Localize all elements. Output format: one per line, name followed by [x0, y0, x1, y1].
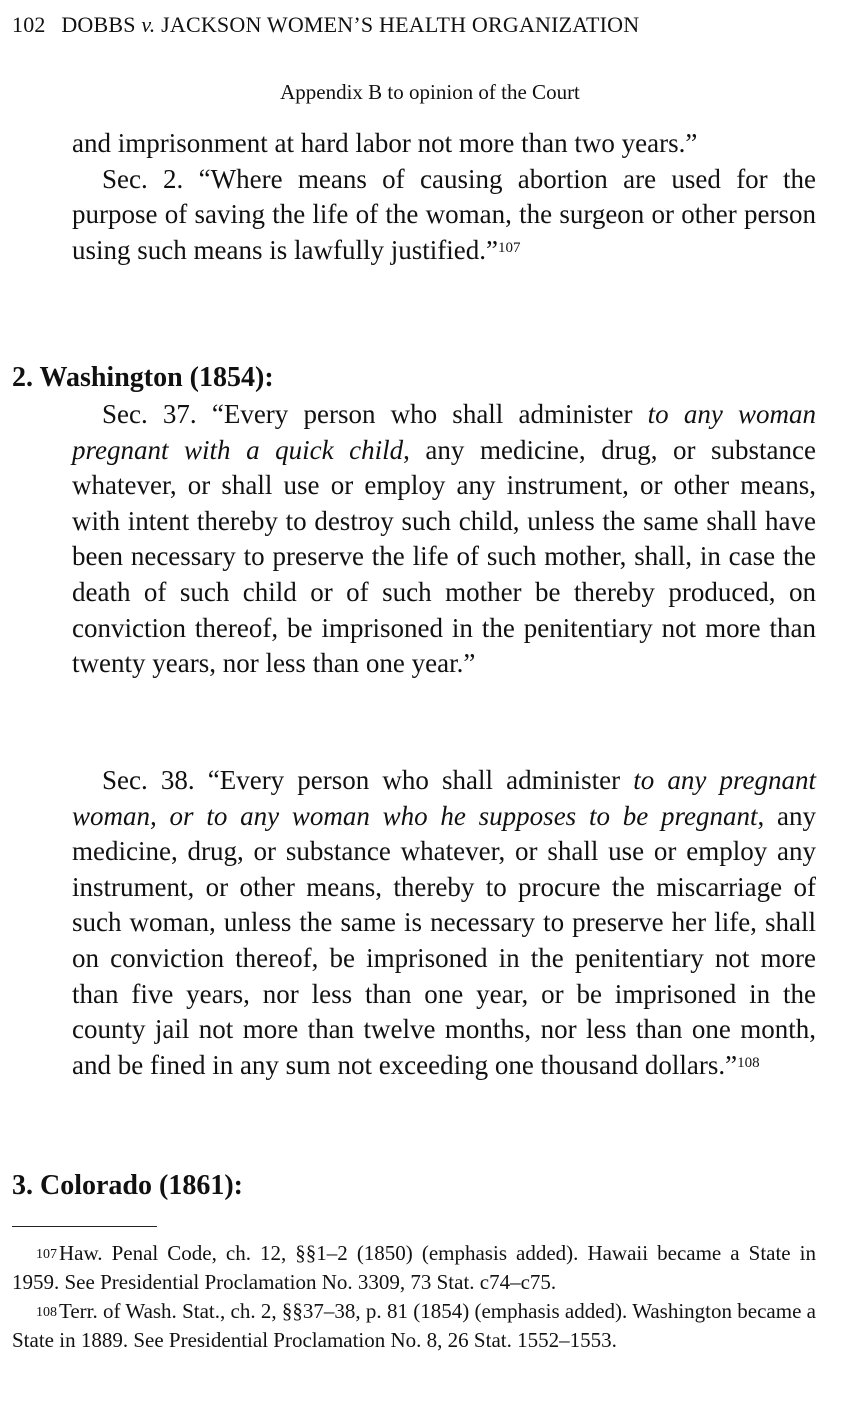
- hawaii-continuation: [72, 126, 816, 268]
- sec-37-emphasis: to any woman pregnant with a quick child: [72, 399, 816, 465]
- footnote-107: [12, 1239, 816, 1297]
- footnote-ref-107: 107: [497, 239, 521, 256]
- footnote-ref-108: 108: [737, 1054, 760, 1071]
- footnote-108: [12, 1297, 816, 1355]
- footnotes: [12, 1239, 816, 1355]
- sec-38-rest: , any medicine, drug, or substance whatever, or shall use or employ any instrument, or other means, thereby to procure the miscarriage of such woman, unless the same is necessary to preserve her life, shall on conviction thereof, be imprisoned in the penitentiary not more than five years, nor less than one year, or be imprisoned in the county jail not more than twelve months, nor less than one month, and be fined in any sum not exceeding one thousand dollars.”: [72, 800, 817, 1080]
- footnote-rule: [12, 1226, 157, 1227]
- footnote-108-text: Terr. of Wash. Stat., ch. 2, §§37–38, p. 81 (1854) (emphasis added). Washington became a State in 1889. See Presidential Proclamation No. 8, 26 Stat. 1552–1553.: [12, 1299, 816, 1352]
- case-title-v: v.: [141, 12, 156, 37]
- hawaii-sec-2: [72, 162, 816, 269]
- footnote-108-number: 108: [36, 1305, 57, 1320]
- page-number: 102: [12, 12, 46, 37]
- running-head: [12, 12, 639, 38]
- case-title-rest: JACKSON WOMEN’S HEALTH ORGANIZATION: [161, 12, 640, 37]
- sec-37-rest: , any medicine, drug, or substance whatever, or shall use or employ any instrument, or other means, with intent thereby to destroy such child, unless the same shall have been necessary to preserve the life of such mother, shall, in case the death of such child or of such mother be thereby produced, on conviction thereof, be imprisoned in the penitentiary not more than twenty years, nor less than one year.”: [72, 434, 816, 679]
- colorado-heading: 3. Colorado (1861):: [12, 1170, 243, 1201]
- washington-sec-37-paragraph: [72, 397, 816, 682]
- sec-37-lead: Sec. 37. “Every person who shall administer: [102, 399, 648, 429]
- sec-38-lead: Sec. 38. “Every person who shall administer: [102, 765, 634, 795]
- case-title: DOBBS: [61, 12, 136, 37]
- footnote-107-text: Haw. Penal Code, ch. 12, §§1–2 (1850) (emphasis added). Hawaii became a State in 1959. See Presidential Proclamation No. 3309, 73 Stat. c74–c75.: [12, 1241, 816, 1294]
- footnote-107-number: 107: [36, 1247, 57, 1262]
- washington-sec-38: [72, 763, 816, 1083]
- washington-sec-37: [72, 397, 816, 682]
- washington-heading: 2. Washington (1854):: [12, 362, 274, 393]
- hawaii-paragraph-end: and imprisonment at hard labor not more than two years.”: [72, 128, 698, 158]
- sec-38-emphasis: to any pregnant woman, or to any woman who he supposes to be pregnant: [72, 765, 816, 831]
- hawaii-sec-2-text: Sec. 2. “Where means of causing abortion are used for the purpose of saving the life of the woman, the surgeon or other person using such means is lawfully justified.”: [72, 163, 816, 265]
- appendix-subheading: Appendix B to opinion of the Court: [280, 80, 580, 104]
- washington-sec-38-paragraph: [72, 763, 816, 1083]
